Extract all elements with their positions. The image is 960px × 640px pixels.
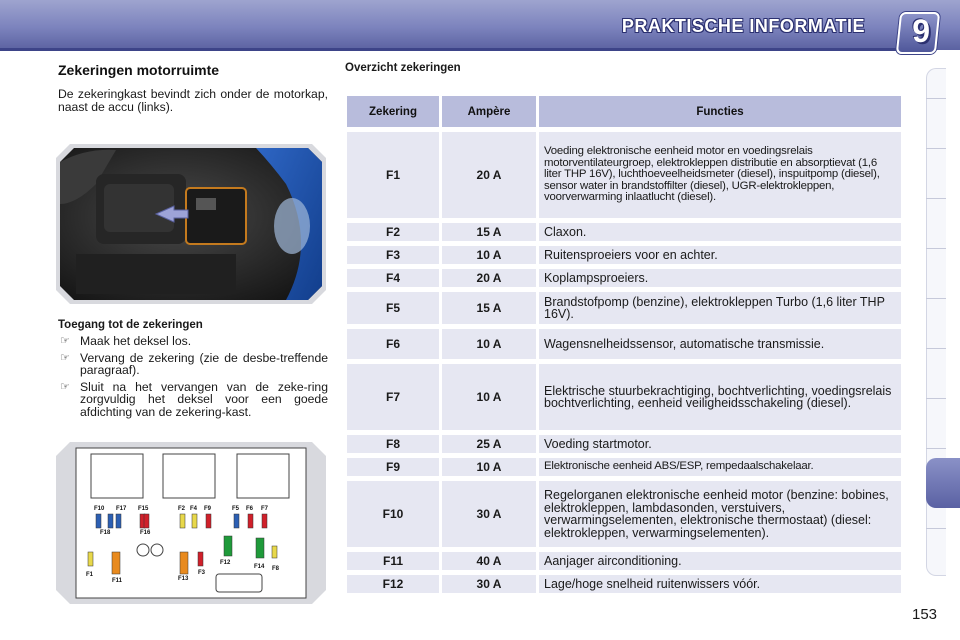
function-cell: Elektronische eenheid ABS/ESP, rempedaalschakelaar. [539, 458, 901, 476]
fuse-f11 [112, 552, 120, 574]
fuse-label-f7: F7 [261, 506, 269, 512]
tab-divider [926, 528, 946, 529]
fuse-label-f17: F17 [116, 506, 127, 512]
tab-divider [926, 448, 946, 449]
fuse-cell: F3 [347, 246, 439, 264]
fuse-f14 [256, 538, 264, 558]
function-cell: Regelorganen elektronische eenheid motor (benzine: bobines, elektrokleppen, lambdasonden, verstuivers, verwarmingselementen, elektronische thermostaat) (diesel: elektrokleppen, verwarmingselementen). [539, 481, 901, 547]
fuse-label-f12: F12 [220, 560, 231, 566]
tab-divider [926, 398, 946, 399]
chapter-title: PRAKTISCHE INFORMATIE [621, 16, 865, 36]
fuse-f18 [108, 514, 113, 528]
table-row [347, 435, 901, 453]
intro-paragraph: De zekeringkast bevindt zich onder de motorkap, naast de accu (links). [58, 87, 328, 114]
fuse-f16 [144, 514, 149, 528]
function-cell: Lage/hoge snelheid ruitenwissers vóór. [539, 575, 901, 593]
access-steps [58, 335, 328, 423]
fuse-label-f16: F16 [140, 530, 151, 536]
amp-cell: 25 A [442, 435, 536, 453]
function-cell: Elektrische stuurbekrachtiging, bochtverlichting, voedingsrelais bochtverlichting, eenheid veiligheidsschakeling (diesel). [539, 364, 901, 430]
function-cell: Voeding startmotor. [539, 435, 901, 453]
fuse-f3 [198, 552, 203, 566]
table-row [347, 458, 901, 476]
function-cell: Voeding elektronische eenheid motor en voedingsrelais motorventilateurgroep, elektrokleppen distributie en absorptievat (1,6 liter THP 16V), luchthoeveelheidsmeter (diesel), inspuitpomp (diesel), sensor water in brandstoffilter (diesel), UGR-elektrokleppen, voorverwarming inlaatlucht (diesel). [539, 132, 901, 218]
fuse-label-f18: F18 [100, 530, 111, 536]
step-text: Vervang de zekering (zie de desbe-treffende paragraaf). [80, 350, 328, 378]
amp-cell: 10 A [442, 329, 536, 359]
fuse-label-f2: F2 [178, 506, 186, 512]
fuse-label-f6: F6 [246, 506, 254, 512]
table-row [347, 132, 901, 218]
fuse-label-f15: F15 [138, 506, 149, 512]
amp-cell: 40 A [442, 552, 536, 570]
column-header-amp: Ampère [442, 96, 536, 127]
fuse-label-f14: F14 [254, 564, 265, 570]
table-header-row [347, 96, 901, 127]
active-chapter-tab[interactable] [926, 458, 960, 508]
fuse-label-f1: F1 [86, 572, 94, 578]
column-header-functions: Functies [539, 96, 901, 127]
tab-divider [926, 148, 946, 149]
amp-cell: 30 A [442, 481, 536, 547]
column-header-fuse: Zekering [347, 96, 439, 127]
function-cell: Ruitensproeiers voor en achter. [539, 246, 901, 264]
function-cell: Koplampsproeiers. [539, 269, 901, 287]
table-row [347, 292, 901, 324]
function-cell: Aanjager airconditioning. [539, 552, 901, 570]
step-text: Maak het deksel los. [80, 334, 192, 348]
function-cell: Brandstofpomp (benzine), elektrokleppen Turbo (1,6 liter THP 16V). [539, 292, 901, 324]
tab-divider [926, 248, 946, 249]
fuse-f4 [192, 514, 197, 528]
table-row [347, 269, 901, 287]
fuse-label-f4: F4 [190, 506, 198, 512]
fuse-cell: F8 [347, 435, 439, 453]
table-row [347, 246, 901, 264]
list-item [58, 335, 328, 348]
fuse-cell: F12 [347, 575, 439, 593]
fuse-label-f9: F9 [204, 506, 212, 512]
tab-divider [926, 98, 946, 99]
amp-cell: 20 A [442, 269, 536, 287]
fuse-f8 [272, 546, 277, 558]
fuse-f10 [96, 514, 101, 528]
fuse-label-f5: F5 [232, 506, 240, 512]
amp-cell: 10 A [442, 246, 536, 264]
amp-cell: 15 A [442, 292, 536, 324]
fuse-cell: F5 [347, 292, 439, 324]
fuse-label-f10: F10 [94, 506, 105, 512]
function-cell: Claxon. [539, 223, 901, 241]
function-cell: Wagensnelheidssensor, automatische transmissie. [539, 329, 901, 359]
fuse-f6 [248, 514, 253, 528]
table-row [347, 575, 901, 593]
fuse-f12 [224, 536, 232, 556]
tab-divider [926, 298, 946, 299]
fuse-f7 [262, 514, 267, 528]
fuse-f9 [206, 514, 211, 528]
list-item [58, 381, 328, 419]
header-rule [0, 48, 900, 51]
amp-cell: 10 A [442, 458, 536, 476]
table-row [347, 552, 901, 570]
table-row [347, 223, 901, 241]
tab-divider [926, 198, 946, 199]
fuse-label-f3: F3 [198, 570, 206, 576]
fuse-f2 [180, 514, 185, 528]
amp-cell: 20 A [442, 132, 536, 218]
section-title: Zekeringen motorruimte [58, 62, 220, 78]
hand-pointer-icon: ☞ [60, 335, 70, 347]
list-item [58, 352, 328, 377]
fuse-cell: F7 [347, 364, 439, 430]
engine-bay-photo [56, 144, 326, 304]
table-row [347, 329, 901, 359]
fuse-label-f13: F13 [178, 576, 189, 582]
table-row [347, 364, 901, 430]
amp-cell: 30 A [442, 575, 536, 593]
fuse-f1 [88, 552, 93, 566]
fuse-cell: F2 [347, 223, 439, 241]
page-number: 153 [912, 606, 938, 623]
table-row [347, 481, 901, 547]
fuse-f17 [116, 514, 121, 528]
fuse-f13 [180, 552, 188, 574]
fuse-cell: F1 [347, 132, 439, 218]
tab-divider [926, 348, 946, 349]
hand-pointer-icon: ☞ [60, 351, 70, 364]
amp-cell: 10 A [442, 364, 536, 430]
fuse-f5 [234, 514, 239, 528]
fuse-table [344, 91, 904, 598]
fuse-cell: F10 [347, 481, 439, 547]
fuse-label-f11: F11 [112, 578, 123, 584]
table-title: Overzicht zekeringen [345, 62, 461, 74]
access-title: Toegang tot de zekeringen [58, 319, 203, 331]
fuse-cell: F11 [347, 552, 439, 570]
fusebox-diagram [56, 442, 326, 604]
fuse-cell: F4 [347, 269, 439, 287]
fuse-cell: F9 [347, 458, 439, 476]
step-text: Sluit na het vervangen van de zeke-ring zorgvuldig het deksel voor een goede afdichting van de zekering-kast. [80, 379, 328, 419]
chapter-number: 9 [912, 13, 930, 49]
amp-cell: 15 A [442, 223, 536, 241]
fuse-label-f8: F8 [272, 566, 280, 572]
hand-pointer-icon: ☞ [60, 380, 70, 393]
fuse-cell: F6 [347, 329, 439, 359]
